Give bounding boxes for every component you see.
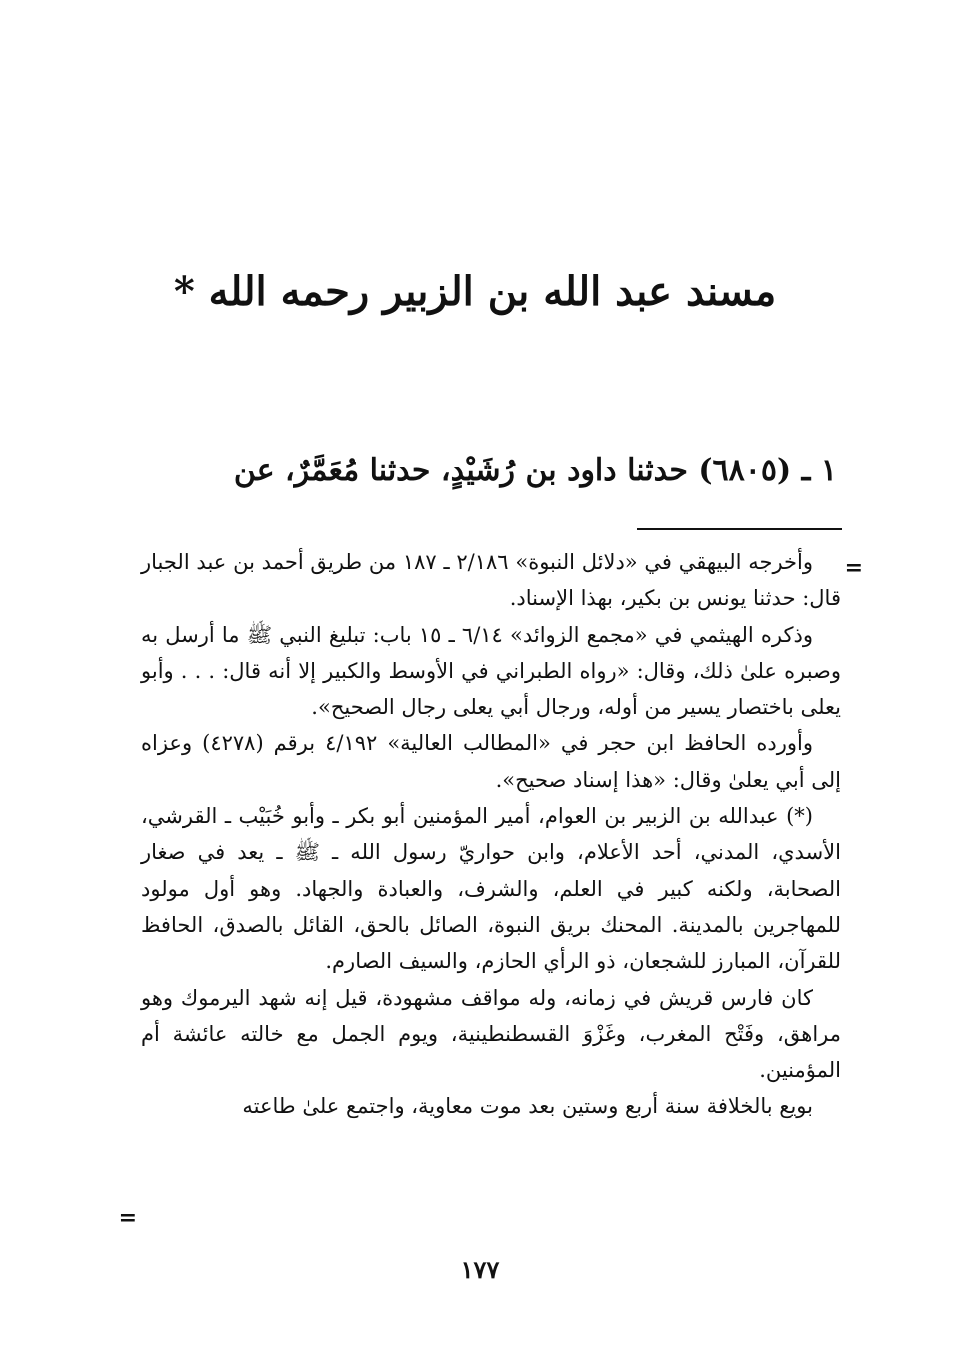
footnote-continuation-mark-top: = [844,555,863,581]
footnote-continuation-mark-bottom: = [118,1205,137,1231]
page-title: مسند عبد الله بن الزبير رحمه الله * [173,268,777,315]
page-number: ١٧٧ [460,1255,500,1284]
footnote-paragraph: وأخرجه البيهقي في «دلائل النبوة» ٢/١٨٦ ـ ١٨٧ من طريق أحمد بن عبد الجبار قال: حدثنا يونس بن بكير، بهذا الإسناد. [141,550,841,611]
footnote-separator [637,528,842,530]
footnote-paragraph: وأورده الحافظ ابن حجر في «المطالب العالية» ٤/١٩٢ برقم (٤٢٧٨) وعزاه إلى أبي يعلىٰ وقال: «هذا إسناد صحيح». [141,731,841,792]
hadith-text: ١ ـ (٦٨٠٥) حدثنا داود بن رُشَيْدٍ، حدثنا مُعَمَّرٌ، عن [233,453,837,488]
footnotes [141,544,841,1125]
footnote-paragraph: (*) عبدالله بن الزبير بن العوام، أمير المؤمنين أبو بكر ـ وأبو خُبَيْب ـ القرشي، الأسدي، المدني، أحد الأعلام، وابن حواريّ رسول الله ـ ﷺ ـ يعد في صغار الصحابة، ولكنه كبير في العلم، والشرف، والعبادة والجهاد. وهو أول مولود للمهاجرين بالمدينة. المحنك بريق النبوة، الصائل بالحق، القائل بالصدق، الحافظ للقرآن، المبارز للشجعان، ذو الرأي الحازم، والسيف الصارم. [141,804,841,974]
footnote-paragraph: كان فارس قريش في زمانه، وله مواقف مشهودة، قيل إنه شهد اليرموك وهو مراهق، وفَتْح المغرب، وغَزْوَ القسطنطينية، ويوم الجمل مع خالته عائشة أم المؤمنين. [141,985,841,1083]
footnote-paragraph: وذكره الهيثمي في «مجمع الزوائد» ٦/١٤ ـ ١٥ باب: تبليغ النبي ﷺ ما أرسل به وصبره علىٰ ذلك، وقال: «رواه الطبراني في الأوسط والكبير إلا أنه قال: . . . وأبو يعلى باختصار يسير من أوله، ورجال أبي يعلى رجال الصحيح». [141,622,841,720]
footnote-paragraph: بويع بالخلافة سنة أربع وستين بعد موت معاوية، واجتمع علىٰ طاعته [242,1094,813,1119]
